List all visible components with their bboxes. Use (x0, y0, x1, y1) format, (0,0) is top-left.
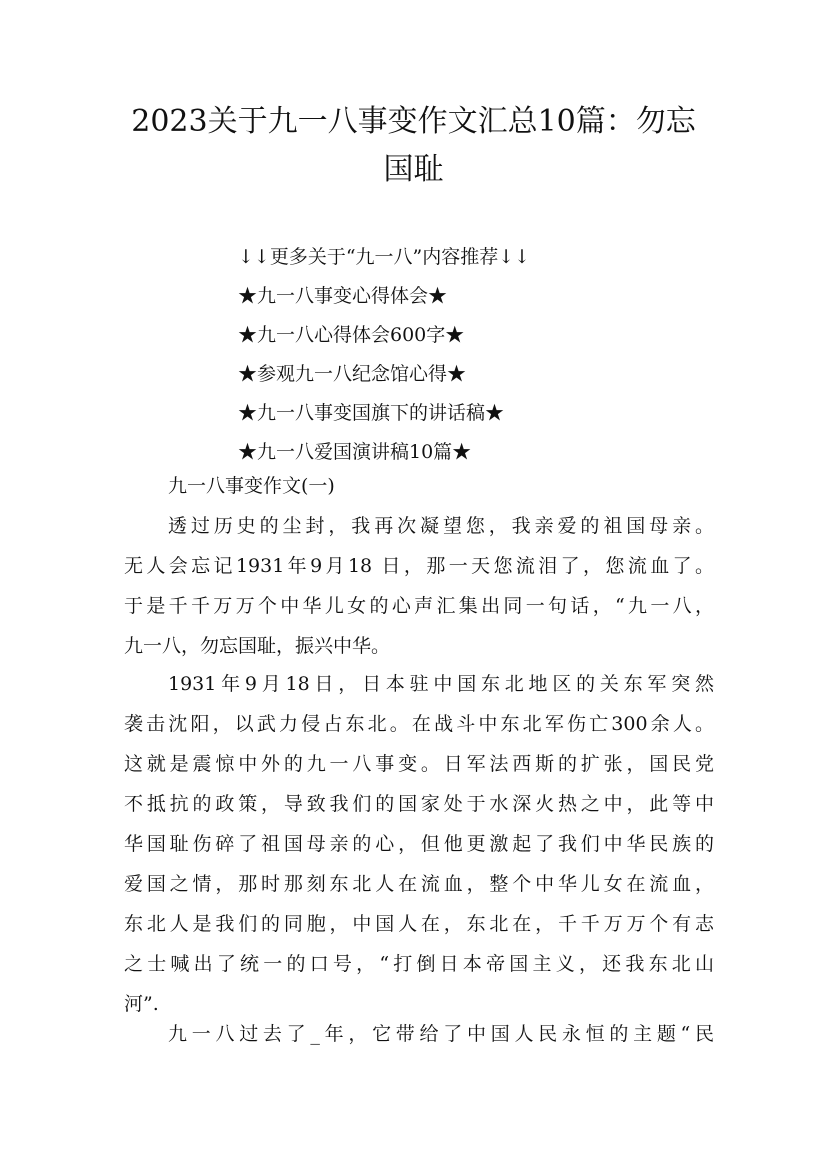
recommendation-link[interactable]: ★参观九一八纪念馆心得★ (238, 363, 467, 385)
paragraph-line: 不抵抗的政策，导致我们的国家处于水深火热之中，此等中 (124, 793, 714, 815)
section-title: 九一八事变作文(一) (168, 475, 335, 497)
paragraph-line: 袭击沈阳，以武力侵占东北。在战斗中东北军伤亡300余人。 (124, 713, 714, 735)
paragraph-line: 1931年9月18日，日本驻中国东北地区的关东军突然 (168, 673, 714, 695)
recommendation-list (238, 238, 530, 472)
title-line-2: 国耻 (383, 152, 444, 187)
paragraph-2 (124, 664, 714, 1024)
recommendation-link[interactable]: ★九一八心得体会600字★ (238, 324, 465, 346)
paragraph-line: 华国耻伤碎了祖国母亲的心，但他更激起了我们中华民族的 (124, 833, 714, 855)
paragraph-line: 河”. (124, 993, 159, 1015)
paragraph-line: 九一八，勿忘国耻，振兴中华。 (124, 635, 391, 657)
paragraph-line: 这就是震惊中外的九一八事变。日军法西斯的扩张，国民党 (124, 753, 714, 775)
paragraph-line: 之士喊出了统一的口号，“打倒日本帝国主义，还我东北山 (124, 953, 714, 975)
paragraph-line: 九一八过去了_年，它带给了中国人民永恒的主题“民 (168, 1023, 714, 1045)
paragraph-1 (124, 506, 714, 666)
paragraph-line: 于是千千万万个中华儿女的心声汇集出同一句话，“九一八， (124, 595, 714, 617)
recommendation-link[interactable]: ★九一八事变心得体会★ (238, 285, 448, 307)
paragraph-line: 透过历史的尘封，我再次凝望您，我亲爱的祖国母亲。 (168, 515, 714, 537)
paragraph-line: 东北人是我们的同胞，中国人在，东北在，千千万万个有志 (124, 913, 714, 935)
recommendation-link[interactable]: ★九一八事变国旗下的讲话稿★ (238, 402, 505, 424)
paragraph-line: 无人会忘记1931年9月18 日，那一天您流泪了，您流血了。 (124, 555, 714, 577)
recommendation-header: ↓↓更多关于“九一八”内容推荐↓↓ (238, 246, 531, 268)
paragraph-3 (124, 1014, 714, 1054)
title-line-1: 2023关于九一八事变作文汇总10篇：勿忘 (131, 104, 696, 139)
recommendation-link[interactable]: ★九一八爱国演讲稿10篇★ (238, 441, 472, 463)
document-title (110, 98, 717, 194)
paragraph-line: 爱国之情，那时那刻东北人在流血，整个中华儿女在流血， (124, 873, 714, 895)
